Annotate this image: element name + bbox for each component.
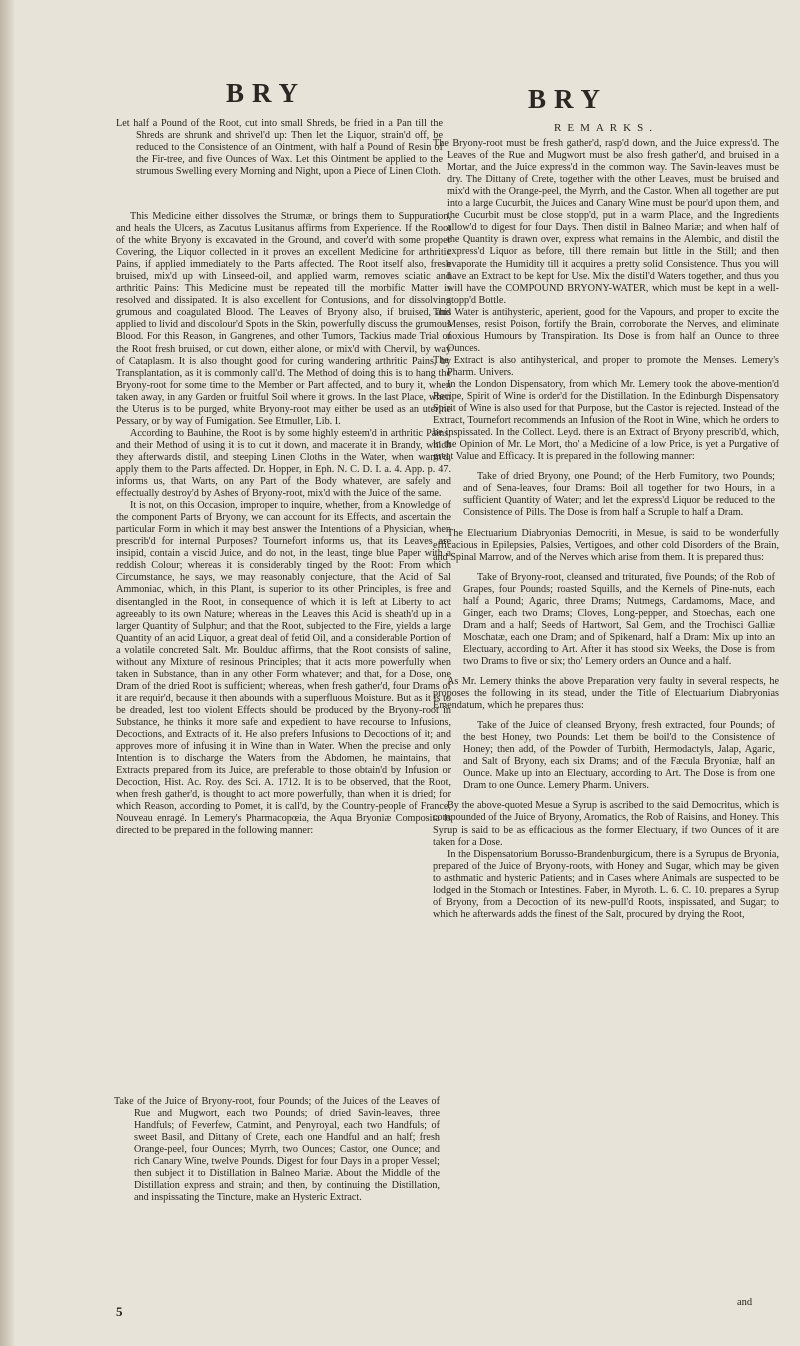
left-recipe-aqua-bryoniae (114, 1096, 440, 1204)
paragraph: It is not, on this Occasion, improper to inquire, whether, from a Knowledge of the component Parts of Bryony, we can account for its Effects, and ascertain the particular Form in which it may best answer the Intentions of a Physician, when prescrib'd for internal Purposes? Tournefort informs us, that its Leaves are insipid, contain a viscid Juice, and do not, in the least, tinge blue Paper with a reddish Colour; whereas it is considerably tinged by the Root: From which Circumstance, he says, we may reasonably conjecture, that the Acid of Sal Ammoniac, which, in this Plant, is superior to its other Principles, is free and disentangled in the Root, in consequence of which it is left at Liberty to act agreeably to its own Nature; whereas in the Leaves this Acid is sheath'd up in a larger Quantity of Sulphur; and that the Root, subjected to the Fire, yields a large Quantity of an acid Liquor, a great deal of fetid Oil, and a considerable Portion of a volatile concreted Salt. Mr. Boulduc affirms, that the Root consists of saline, without any Mixture of resinous Principles; that it acts more powerfully when taken in Substance, than in any other Form whatever; and that, for a Dose, one Dram of the dried Root is sufficient; whereas, when fresh gather'd, four Drams of it are requir'd, because it then abounds with a superfluous Moisture. But as it is to be dreaded, lest too violent Effects should be produced by the Bryony-root in Substance, he thinks it more safe and expedient to have recourse to Infusions, Decoctions, and Extracts of it. He also prefers Infusions to Decoctions of it; and approves more of infusing it in Wine than in Water. When the precise and only Intention is to discharge the Waters from the Abdomen, he maintains, that Extracts prepared from its Juice, are preferable to those obtain'd by Infusion or Decoction, Hist. Ac. Roy. des Sci. A. 1712. It is to be observed, that the Root, when fresh gather'd, is thought to act more powerfully, than when it is dried; for which Reason, according to Pomet, it is call'd, by the Country-people of France, Nouveau enragé. In Lemery's Pharmacopœia, the Aqua Bryoniæ Composita is directed to be prepared in the following manner: (116, 500, 451, 837)
recipe-paragraph: Take of the Juice of cleansed Bryony, fresh extracted, four Pounds; of the best Honey, two Pounds: Let them be boil'd to the Consistence of Honey; then add, of the Powder of Turbith, Hermodactyls, Jalap, Agaric, and Salt of Bryony, each six Drams; and of the Fæcula Bryoniæ, half an Ounce. Make up into an Electuary, according to Art. The Dose is from one Dram to one Ounce. Lemery Pharm. Univers. (463, 720, 775, 792)
paragraph: The Bryony-root must be fresh gather'd, rasp'd down, and the Juice express'd. The Leaves of the Rue and Mugwort must be also fresh gather'd, and bruised in a Mortar, and the Juice express'd in the common way. The Savin-leaves must be dry. The Dittany of Crete, together with the other Leaves, must be bruised and mix'd with the Orange-peel, the Myrrh, and the Castor. When all together are put into a large Cucurbit, the Juices and Canary Wine must be pour'd upon them, and the Cucurbit must be close stopp'd, put in a warm Place, and the Ingredients allow'd to digest for four Days. Then distil in Balneo Mariæ; and when half of the Quantity is drawn over, express what remains in the Alembic, and distil the express'd Liquor as before, till there remain but little in the Still; and then evaporate the Humidity till it acquires a pretty solid Consistence. Thus you will have an Extract to be kept for Use. Mix the distil'd Waters together, and thus you will have the COMPOUND BRYONY-WATER, which must be kept in a well-stopp'd Bottle. (433, 138, 779, 306)
paragraph: By the above-quoted Mesue a Syrup is ascribed to the said Democritus, which is compounded of the Juice of Bryony, Aromatics, the Rob of Raisins, and Honey. This Syrup is said to be as efficacious as the former Electuary, if two Ounces of it are taken for a Dose. (433, 800, 779, 848)
recipe-paragraph: Take of dried Bryony, one Pound; of the Herb Fumitory, two Pounds; and of Sena-leaves, four Drams: Boil all together for two Hours, in a sufficient Quantity of Water; and let the express'd Liquor be reduced to the Consistence of Pills. The Dose is from half a Scruple to half a Dram. (463, 471, 775, 519)
remarks-heading: REMARKS. (554, 122, 658, 134)
paragraph: In the Dispensatorium Borusso-Brandenburgicum, there is a Syrupus de Bryonia, prepared of the Juice of Bryony-roots, with Honey and Sugar, which may be given to asthmatic and hysteric Patients; and in Cases where Animals are suspected to be lodged in the Stomach or Intestines. Faber, in Myroth. L. 6. C. 10. prepares a Syrup of Bryony, from a Decoction of its new-pull'd Roots, inspissated, and Sugar; to which he afterwards adds the finest of the Salt, procured by drying the Root, (433, 848, 779, 920)
paragraph: The Extract is also antihysterical, and proper to promote the Menses. Lemery's Pharm. Univers. (433, 354, 779, 378)
recipe-paragraph: Take of Bryony-root, cleansed and triturated, five Pounds; of the Rob of Grapes, four Pounds; roasted Squills, and the Kernels of Pine-nuts, each half a Pound; Agaric, three Drams; Nutmegs, Cardamoms, Mace, and Ginger, each two Drams; Cloves, Long-pepper, and Stoechas, each one Dram and a half; Seeds of Hartwort, Sal Gem, and the Trochisci Galliæ Moschatæ, each one Dram; and of Spikenard, half a Dram: Mix up into an Electuary, according to Art. After it has stood six Weeks, the Dose is from two Drams to five or six; tho' Lemery orders an Ounce and a half. (463, 571, 775, 667)
paragraph: The Electuarium Diabryonias Democriti, in Mesue, is said to be wonderfully efficacious in Epilepsies, Palsies, Vertigoes, and other cold Disorders of the Brain, and Spinal Marrow, and of the Nerves which arise from them. It is prepared thus: (433, 527, 779, 563)
left-column-body (116, 211, 451, 837)
signature-mark: 5 (116, 1304, 123, 1319)
paragraph: Let half a Pound of the Root, cut into small Shreds, be fried in a Pan till the Shreds are shrunk and shrivel'd up: Then let the Liquor, strain'd off, be reduced to the Consistence of an Ointment, with half a Pound of Resin of the Fir-tree, and five Ounces of Wax. Let this Ointment be applied to the strumous Swelling every Morning and Night, upon a Piece of Linen Cloth. (116, 118, 443, 178)
paragraph: Take of the Juice of Bryony-root, four Pounds; of the Juices of the Leaves of Rue and Mugwort, each two Pounds; of dried Savin-leaves, three Handfuls; of Feverfew, Catmint, and Penyroyal, each two Handfuls; of sweet Basil, and Dittany of Crete, each one Handful and an half; fresh Orange-peel, four Ounces; Myrrh, two Ounces; Castor, one Ounce; and rich Canary Wine, twelve Pounds. Digest for four Days in a proper Vessel; then subject it to Distillation in Balneo Mariæ. About the Middle of the Distillation express and strain; and then, by continuing the Distillation, and inspissating the Tincture, make an Hysteric Extract. (114, 1096, 440, 1204)
paragraph: According to Bauhine, the Root is by some highly esteem'd in arthritic Pains; and their Method of using it is to cut it down, and macerate it in Brandy, which they afterwards distil, and steeping Linen Cloths in the Water, when warm'd, apply them to the Parts affected. Dr. Hopper, in Eph. N. C. D. I. a. 4. App. p. 47. informs us, that Warts, on any Part of the Body whatever, are safely and effectually destroy'd by Ashes of Bryony-root, mix'd with the Juice of the same. (116, 427, 451, 500)
paragraph: In the London Dispensatory, from which Mr. Lemery took the above-mention'd Recipe, Spirit of Wine is order'd for the Distillation. In the Edinburgh Dispensatory Spirit of Wine is also used for that Purpose, but the Castor is rejected. Instead of the Extract, Tournefort recommends an Infusion of the Root in Wine, which he orders to be inspissated. In the Collect. Leyd. there is an Extract of Bryony prescrib'd, which, in the Opinion of Mr. Le Mort, tho' a Medicine of a low Price, is yet a Purgative of great Value and Efficacy. It is prepared in the following manner: (433, 378, 779, 463)
page-binding-edge (0, 0, 14, 1346)
left-recipe-ointment (116, 118, 451, 178)
running-head-left: BRY (226, 78, 307, 108)
right-column-body (433, 122, 779, 921)
catchword: and (737, 1297, 753, 1308)
running-head-right: BRY (528, 84, 609, 114)
paragraph: This Water is antihysteric, aperient, good for the Vapours, and proper to excite the Menses, resist Poison, fortify the Brain, corroborate the Nerves, and eliminate noxious Humours by Transpiration. Its Dose is from half an Ounce to three Ounces. (433, 306, 779, 354)
paragraph: As Mr. Lemery thinks the above Preparation very faulty in several respects, he proposes the following in its stead, under the Title of Electuarium Diabryonias Emendatum, which he prepares thus: (433, 676, 779, 712)
paragraph: This Medicine either dissolves the Strumæ, or brings them to Suppuration, and heals the Ulcers, as Zacutus Lusitanus affirms from Experience. If the Root of the white Bryony is excavated in the Ground, and cover'd with some proper Covering, the Liquor collected in it proves an excellent Medicine for arthritic Pains, if applied immediately to the Parts affected. The Root itself also, fresh bruised, mix'd up with Linseed-oil, and applied warm, removes sciatic and arthritic Pains: This Medicine must be repeated till the morbific Matter is resolved and dissipated. It is also excellent for Contusions, and for dissolving grumous and coagulated Blood. The Leaves of Bryony also, if bruised, and applied to livid and discolour'd Spots in the Skin, powerfully discuss the grumous Blood. For this Reason, in Gangrenes, and other Tumors, Tackius made Trial of the Root fresh bruised, or cut down, either alone, or mix'd with Chervil, by way of Cataplasm. It is also thought good for curing wandering arthritic Pains, by Transplantation, as it is commonly call'd. The Method of doing this is to hang the Bryony-root for some time to the Member or Part affected, and to bury it, when taken away, in any Garden or fruitful Soil where it grows. In the last Place, when the Uterus is to be purged, white Bryony-root may either be used as an uterine Pessary, or by way of Fumigation. See Etmuller, Lib. I. (116, 211, 451, 427)
